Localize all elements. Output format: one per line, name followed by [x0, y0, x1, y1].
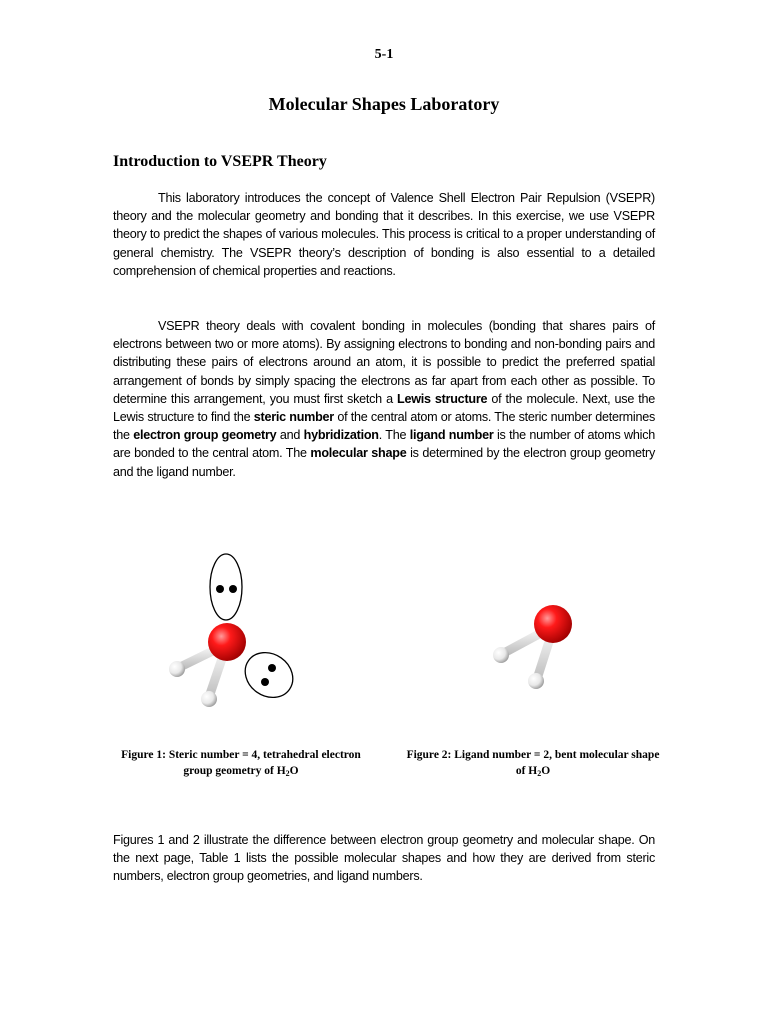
caption-text: O — [541, 765, 551, 777]
electron-dot — [216, 585, 224, 593]
hydrogen-atom — [201, 691, 217, 707]
term-steric-number: steric number — [253, 410, 334, 425]
hydrogen-atom — [493, 647, 509, 663]
text-run: is determined by the electron group geometry and the ligand number. — [113, 446, 656, 479]
caption-text: O — [289, 765, 299, 777]
oxygen-atom — [208, 623, 246, 661]
section-heading: Introduction to VSEPR Theory — [113, 153, 327, 170]
term-electron-group-geometry: electron group geometry — [133, 428, 277, 443]
term-hybridization: hybridization — [303, 428, 379, 443]
figure-2 — [480, 540, 600, 705]
paragraph-intro — [113, 189, 655, 280]
water-tetrahedral-lone-pairs-icon — [155, 540, 315, 720]
figure-1-caption — [118, 747, 364, 782]
page-number: 5-1 — [374, 47, 394, 62]
electron-dot — [261, 678, 269, 686]
text-run: of the molecule. Next, use the Lewis structure to find the — [113, 391, 656, 425]
electron-dot — [268, 664, 276, 672]
caption-subscript: 2 — [537, 769, 542, 778]
caption-text: Figure 1: Steric number = 4, tetrahedral electron group geometry of H — [121, 749, 361, 777]
term-ligand-number: ligand number — [409, 428, 494, 443]
electron-dot — [229, 585, 237, 593]
figure-2-caption — [402, 747, 664, 782]
oxygen-atom — [534, 605, 572, 643]
figure-1 — [155, 540, 315, 725]
text-run: . The — [378, 428, 407, 443]
page-title: Molecular Shapes Laboratory — [268, 94, 500, 114]
hydrogen-atom — [169, 661, 185, 677]
text-run: VSEPR theory deals with covalent bonding in molecules (bonding that shares pairs of electrons between two or more atoms). By assigning electrons to bonding and non-bonding pairs and distributing these pairs of electrons around an atom, it is possible to predict the preferred spatial arrangement of bonds by simply spacing the electrons as far apart from each other as possible. To determine this arrangement, you must first sketch a — [113, 319, 655, 406]
text-run: and — [279, 428, 301, 443]
water-bent-molecule-icon — [480, 540, 600, 700]
hydrogen-atom — [528, 673, 544, 689]
lone-pair-lobe-right — [236, 643, 301, 706]
text-run: of the central atom or atoms. The steric number determines the — [113, 410, 656, 443]
caption-subscript: 2 — [285, 769, 290, 778]
term-molecular-shape: molecular shape — [310, 446, 407, 461]
text-run: is the number of atoms which are bonded to the central atom. The — [113, 428, 656, 461]
lone-pair-lobe-top — [210, 554, 242, 620]
caption-text: Figure 2: Ligand number = 2, bent molecular shape of H — [406, 749, 660, 777]
term-lewis-structure: Lewis structure — [397, 391, 488, 406]
paragraph-figures: Figures 1 and 2 illustrate the difference between electron group geometry and molecular shape. On the next page, Table 1 lists the possible molecular shapes and how they are derived from steric numbers, electron group geometries, and ligand numbers. — [113, 833, 655, 884]
paragraph-vsepr — [113, 317, 655, 481]
paragraph-intro-text: This laboratory introduces the concept of Valence Shell Electron Pair Repulsion (VSEPR) theory and the molecular geometry and bonding that it describes. In this exercise, we use VSEPR theory to predict the shapes of various molecules. This process is critical to a proper understanding of general chemistry. The VSEPR theory’s description of bonding is also essential to a detailed comprehension of chemical properties and reactions. — [113, 191, 655, 278]
